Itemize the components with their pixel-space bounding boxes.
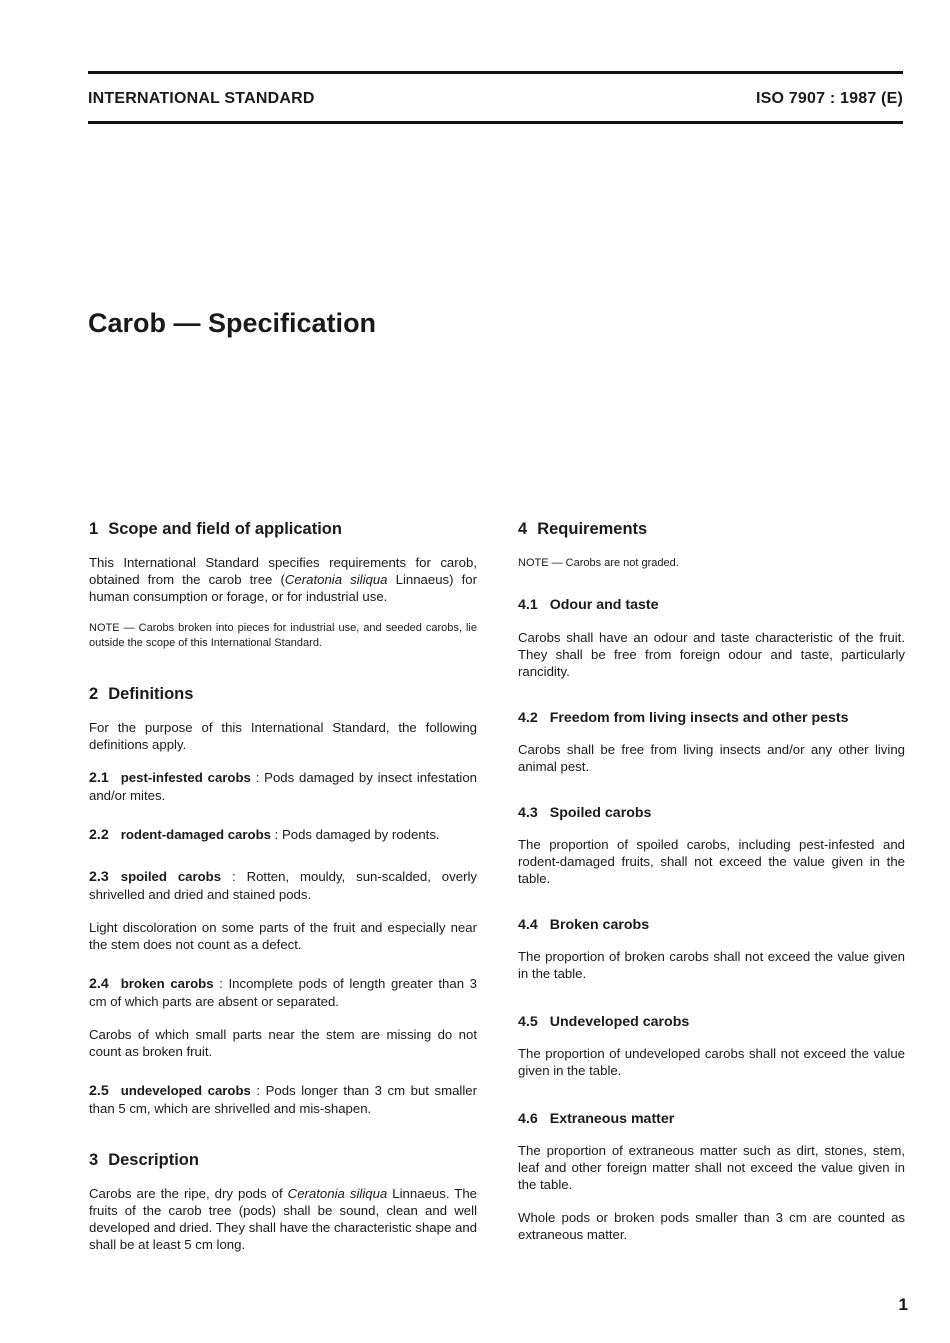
- subsection-number: 4.4: [518, 917, 538, 933]
- section-4-4-heading: [518, 915, 905, 935]
- section-title: Scope and field of application: [108, 520, 342, 538]
- definition-2-2: [89, 826, 477, 844]
- definition-term: spoiled carobs: [120, 869, 222, 884]
- body-text: Linnaeus) for human consumption or forage, or for industrial use.: [89, 572, 478, 604]
- definition-number: 2.5: [89, 1083, 109, 1099]
- section-4-5-body: The proportion of undeveloped carobs shall not exceed the value given in the table.: [518, 1046, 905, 1078]
- section-4-note: NOTE — Carobs are not graded.: [518, 557, 679, 569]
- definition-term: undeveloped carobs: [120, 1083, 251, 1098]
- section-4-heading: [518, 518, 905, 540]
- definition-text: : Incomplete pods of length greater than 3 cm of which parts are absent or separated.: [89, 976, 477, 1009]
- right-column: [518, 518, 905, 1243]
- subsection-number: 4.6: [518, 1111, 538, 1127]
- definition-term: pest-infested carobs: [120, 770, 251, 785]
- definition-2-1: [89, 769, 477, 804]
- page-title: Carob — Specification: [88, 308, 377, 338]
- species-name: Ceratonia siliqua: [284, 572, 388, 587]
- species-name: Ceratonia siliqua: [287, 1186, 388, 1201]
- left-column: [89, 518, 477, 1253]
- subsection-title: Broken carobs: [549, 917, 650, 933]
- header-standard-type: INTERNATIONAL STANDARD: [88, 90, 315, 107]
- section-4-1-heading: [518, 595, 905, 615]
- section-4-4-body: The proportion of broken carobs shall not exceed the value given in the table.: [518, 949, 905, 981]
- page-number: 1: [898, 1295, 908, 1314]
- section-2-intro: For the purpose of this International Standard, the following definitions apply.: [89, 720, 477, 752]
- header-standard-number: ISO 7907 : 1987 (E): [756, 90, 903, 107]
- definition-2-4-note: Carobs of which small parts near the stem are missing do not count as broken fruit.: [89, 1027, 477, 1059]
- definition-2-5: [89, 1082, 477, 1117]
- section-title: Definitions: [108, 685, 194, 703]
- definition-number: 2.3: [89, 869, 109, 885]
- section-number: 3: [89, 1151, 99, 1169]
- definition-text: : Rotten, mouldy, sun-scalded, overly shrivelled and dried and stained pods.: [89, 869, 477, 902]
- section-title: Requirements: [537, 520, 648, 538]
- header-rule-bottom: [88, 121, 903, 124]
- section-4-2-body: Carobs shall be free from living insects and/or any other living animal pest.: [518, 742, 905, 774]
- section-title: Description: [108, 1151, 199, 1169]
- section-number: 2: [89, 685, 99, 703]
- section-2-heading: [89, 683, 477, 705]
- definition-2-3: [89, 868, 477, 903]
- subsection-number: 4.5: [518, 1014, 538, 1030]
- section-4-1-body: Carobs shall have an odour and taste characteristic of the fruit. They shall be free from foreign odour and taste, particularly rancidity.: [518, 630, 905, 679]
- section-3-heading: [89, 1149, 477, 1171]
- section-4-3-heading: [518, 803, 905, 823]
- section-4-3-body: The proportion of spoiled carobs, including pest-infested and rodent-damaged fruits, shall not exceed the value given in the table.: [518, 837, 905, 886]
- section-3-body: [89, 1185, 477, 1253]
- section-number: 4: [518, 520, 528, 538]
- subsection-number: 4.1: [518, 597, 538, 613]
- section-4-5-heading: [518, 1012, 905, 1032]
- subsection-title: Odour and taste: [549, 597, 659, 613]
- body-text: Linnaeus. The fruits of the carob tree (pods) shall be sound, clean and well developed and dried. They shall have the characteristic shape and shall be at least 5 cm long.: [89, 1186, 477, 1252]
- definition-text: : Pods damaged by insect infestation and/or mites.: [89, 770, 477, 803]
- definition-number: 2.2: [89, 827, 109, 843]
- body-text: This International Standard specifies requirements for carob, obtained from the carob tree (: [89, 555, 477, 587]
- section-4-6-heading: [518, 1109, 905, 1129]
- definition-2-3-note: Light discoloration on some parts of the fruit and especially near the stem does not count as a defect.: [89, 920, 477, 952]
- definition-text: : Pods longer than 3 cm but smaller than 5 cm, which are shrivelled and mis-shapen.: [89, 1083, 477, 1116]
- subsection-number: 4.2: [518, 710, 538, 726]
- subsection-title: Undeveloped carobs: [549, 1014, 690, 1030]
- section-number: 1: [89, 520, 99, 538]
- body-text: Carobs are the ripe, dry pods of: [89, 1186, 288, 1201]
- header-rule-top: [88, 71, 903, 74]
- subsection-title: Freedom from living insects and other pests: [549, 710, 849, 726]
- section-4-2-heading: [518, 708, 905, 728]
- definition-term: rodent-damaged carobs: [120, 827, 271, 842]
- section-1-body: [89, 554, 477, 605]
- definition-term: broken carobs: [120, 976, 214, 991]
- section-1-note: NOTE — Carobs broken into pieces for industrial use, and seeded carobs, lie outside the scope of this International Standard.: [89, 622, 477, 649]
- subsection-title: Spoiled carobs: [549, 805, 652, 821]
- definition-number: 2.1: [89, 770, 109, 786]
- definition-number: 2.4: [89, 976, 109, 992]
- section-4-6-body-2: Whole pods or broken pods smaller than 3 cm are counted as extraneous matter.: [518, 1210, 905, 1242]
- section-1-heading: [89, 518, 477, 540]
- definition-text: : Pods damaged by rodents.: [270, 827, 440, 842]
- subsection-title: Extraneous matter: [549, 1111, 675, 1127]
- subsection-number: 4.3: [518, 805, 538, 821]
- section-4-6-body: The proportion of extraneous matter such as dirt, stones, stem, leaf and other foreign matter shall not exceed the value given in the table.: [518, 1143, 905, 1192]
- definition-2-4: [89, 975, 477, 1010]
